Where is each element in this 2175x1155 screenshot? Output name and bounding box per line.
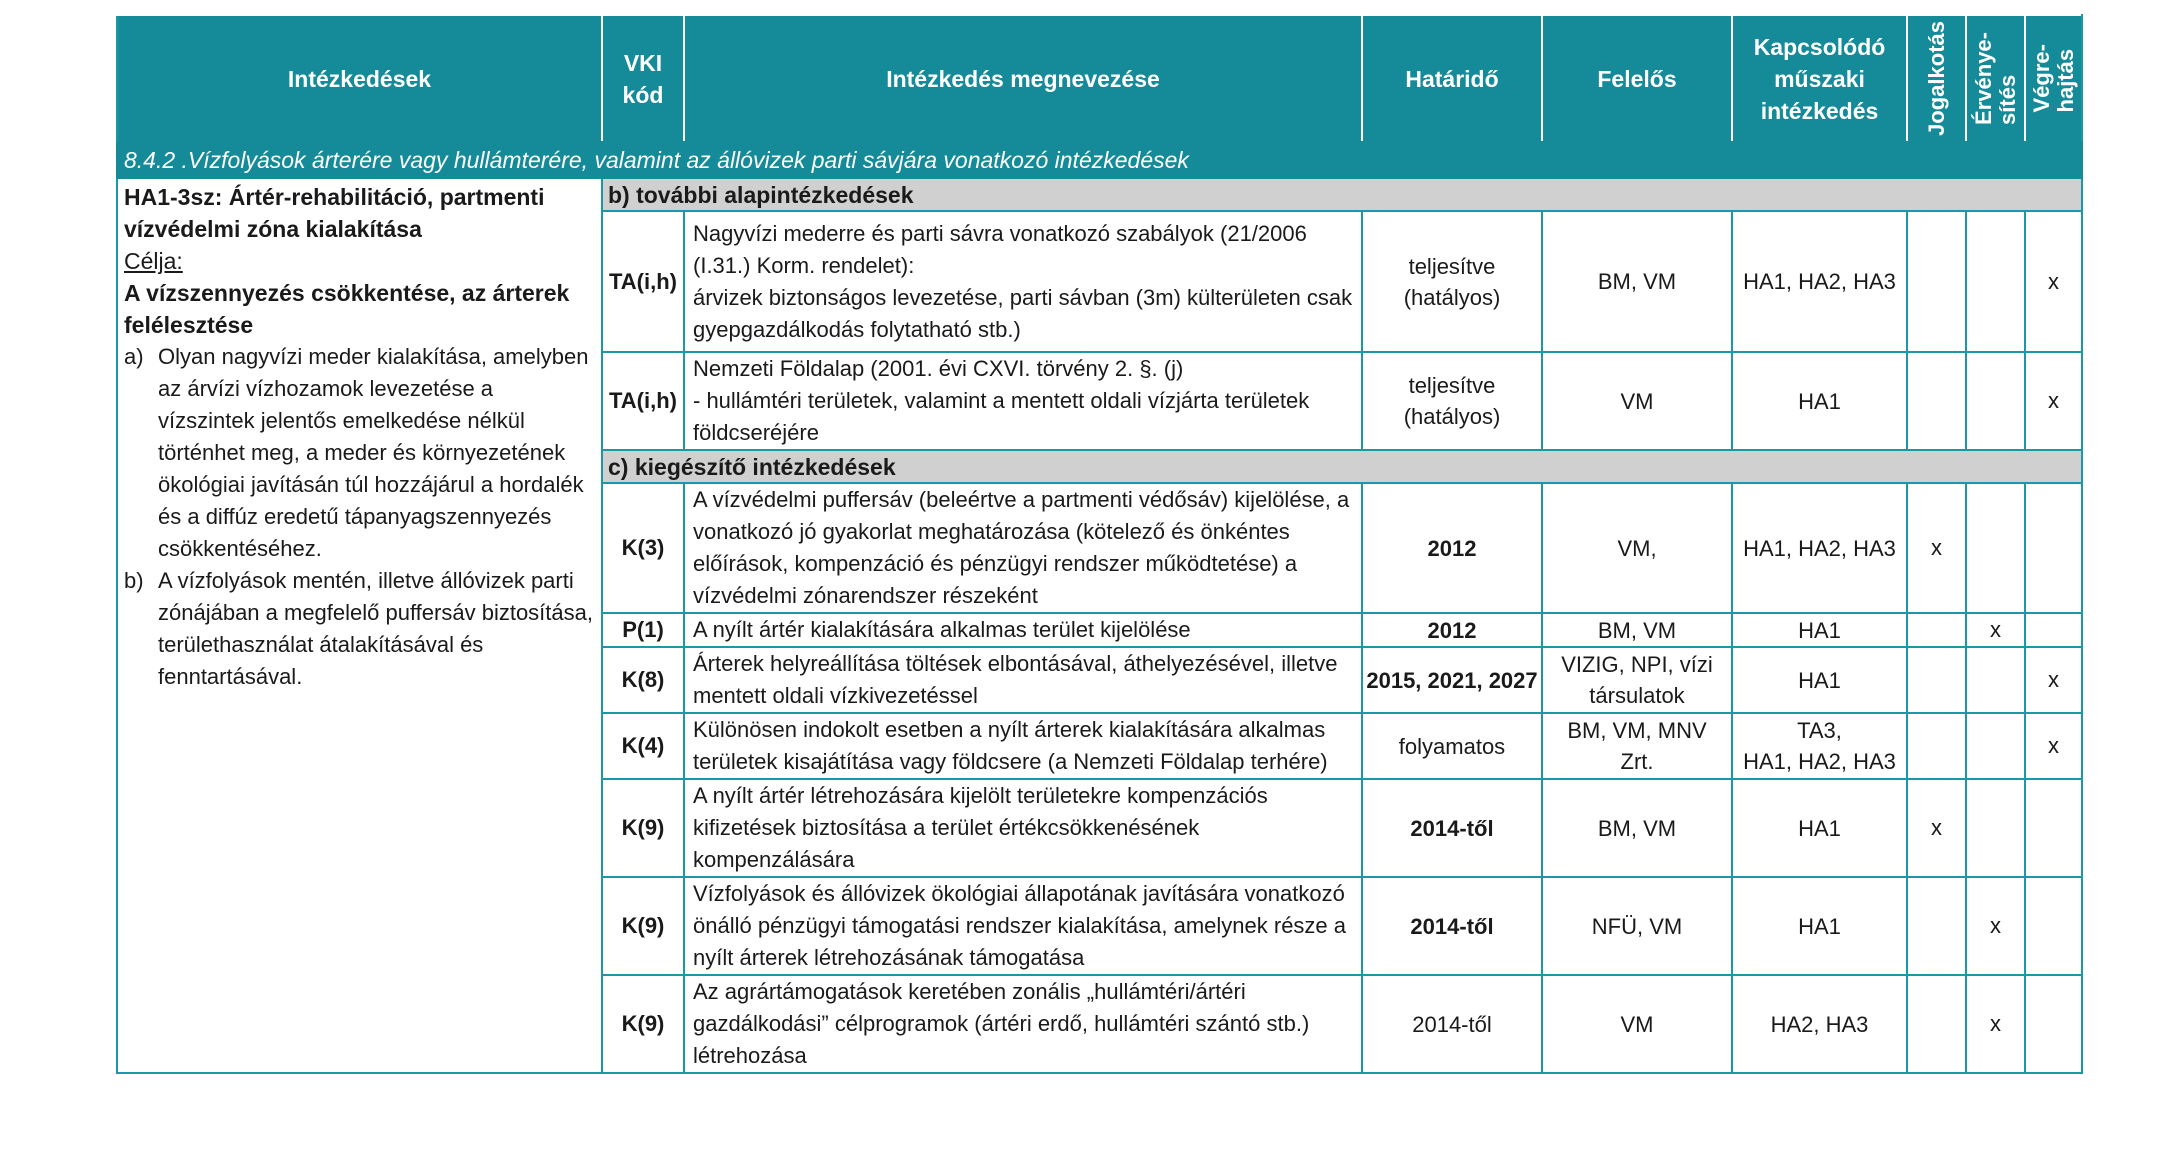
measure-name-cell: Különösen indokolt esetben a nyílt árterek kialakítására alkalmas területek kisajátítása vagy földcsere (a Nemzeti Földalap terhére) bbox=[684, 713, 1362, 779]
related-technical-primary: HA1 bbox=[1798, 388, 1841, 414]
vki-code-cell: K(9) bbox=[602, 779, 684, 877]
related-technical-cell bbox=[1732, 211, 1907, 352]
enforcement-mark: x bbox=[1966, 613, 2025, 647]
implementation-mark bbox=[2025, 975, 2082, 1073]
subhead-supplementary-measures: c) kiegészítő intézkedések bbox=[602, 450, 2082, 483]
section-title: 8.4.2 .Vízfolyások árterére vagy hullámterére, valamint az állóvizek parti sávjára vonatkozó intézkedések bbox=[117, 142, 2082, 178]
col-header-implementation bbox=[2025, 15, 2082, 142]
related-technical-cell bbox=[1732, 877, 1907, 975]
responsible-cell: NFÜ, VM bbox=[1542, 877, 1732, 975]
responsible-cell: BM, VM, MNV Zrt. bbox=[1542, 713, 1732, 779]
related-technical-primary: HA1 bbox=[1798, 913, 1841, 939]
deadline-cell: 2014-től bbox=[1362, 877, 1542, 975]
enforcement-mark bbox=[1966, 779, 2025, 877]
col-header-implementation-text: Végre- hajtás bbox=[2028, 44, 2078, 113]
enforcement-mark bbox=[1966, 352, 2025, 450]
implementation-mark: x bbox=[2025, 713, 2082, 779]
legislation-mark bbox=[1907, 613, 1966, 647]
col-header-deadline: Határidő bbox=[1362, 15, 1542, 142]
goal-label: Célja: bbox=[124, 248, 183, 274]
col-header-responsible: Felelős bbox=[1542, 15, 1732, 142]
header-row bbox=[117, 15, 2082, 142]
measure-name-cell: Nemzeti Földalap (2001. évi CXVI. törvény 2. §. (j) - hullámtéri területek, valamint a mentett oldali vízjárta területek földcseréjére bbox=[684, 352, 1362, 450]
deadline-cell: 2012 bbox=[1362, 613, 1542, 647]
related-technical-primary: HA1 bbox=[1798, 667, 1841, 693]
measure-name-cell: Nagyvízi mederre és parti sávra vonatkozó szabályok (21/2006 (I.31.) Korm. rendelet): árvizek biztonságos levezetése, parti sávban (3m) külterületen csak gyepgazdálkodás folytatható stb.) bbox=[684, 211, 1362, 352]
goal-item-b-text: A vízfolyások mentén, illetve állóvizek parti zónájában a megfelelő puffersáv biztosítása, területhasználat átalakításával és fenntartásával. bbox=[158, 568, 593, 689]
goal-item-a-text: Olyan nagyvízi meder kialakítása, amelyben az árvízi vízhozamok levezetése a vízszintek jelentős emelkedése nélkül történhet meg, a meder és környezetének ökológiai javításán túl hozzájárul a hordalék és a diffúz eredetű tápanyagszennyezés csökkentéséhez. bbox=[158, 344, 589, 561]
vki-code-cell: K(9) bbox=[602, 975, 684, 1073]
legislation-mark bbox=[1907, 352, 1966, 450]
deadline-cell: 2014-től bbox=[1362, 975, 1542, 1073]
legislation-mark: x bbox=[1907, 779, 1966, 877]
col-header-measure-name: Intézkedés megnevezése bbox=[684, 15, 1362, 142]
responsible-cell: VM bbox=[1542, 975, 1732, 1073]
legislation-mark bbox=[1907, 975, 1966, 1073]
vki-code-cell: K(9) bbox=[602, 877, 684, 975]
deadline-cell: folyamatos bbox=[1362, 713, 1542, 779]
related-technical-primary: HA1 bbox=[1798, 617, 1841, 643]
subhead-basic-measures: b) további alapintézkedések bbox=[602, 178, 2082, 211]
col-header-enforcement-text: Érvénye- sítés bbox=[1970, 32, 2020, 125]
measure-description-cell bbox=[117, 178, 602, 1073]
measure-name-cell: A nyílt ártér kialakítására alkalmas terület kijelölése bbox=[684, 613, 1362, 647]
related-technical-cell bbox=[1732, 779, 1907, 877]
implementation-mark bbox=[2025, 483, 2082, 613]
related-technical-primary: HA1, HA2, HA3 bbox=[1743, 269, 1896, 294]
related-technical-cell bbox=[1732, 352, 1907, 450]
legislation-mark: x bbox=[1907, 483, 1966, 613]
vki-code-cell: K(3) bbox=[602, 483, 684, 613]
measure-title: HA1-3sz: Ártér-rehabilitáció, partmenti vízvédelmi zóna kialakítása bbox=[124, 184, 545, 242]
related-technical-cell bbox=[1732, 483, 1907, 613]
related-technical-primary: HA1, HA2, HA3 bbox=[1743, 535, 1896, 561]
legislation-mark bbox=[1907, 647, 1966, 713]
enforcement-mark: x bbox=[1966, 975, 2025, 1073]
col-header-legislation bbox=[1907, 15, 1966, 142]
implementation-mark: x bbox=[2025, 211, 2082, 352]
enforcement-mark bbox=[1966, 713, 2025, 779]
vki-code-cell: TA(i,h) bbox=[602, 211, 684, 352]
measures-table bbox=[116, 14, 2083, 1074]
enforcement-mark bbox=[1966, 211, 2025, 352]
related-technical-cell bbox=[1732, 975, 1907, 1073]
subhead-row-b bbox=[117, 178, 2082, 211]
related-technical-primary: HA1 bbox=[1798, 815, 1841, 841]
deadline-cell: 2014-től bbox=[1362, 779, 1542, 877]
measure-name-cell: Vízfolyások és állóvizek ökológiai állapotának javítására vonatkozó önálló pénzügyi támogatási rendszer kialakítása, amelynek része a nyílt árterek létrehozásának támogatása bbox=[684, 877, 1362, 975]
enforcement-mark: x bbox=[1966, 877, 2025, 975]
legislation-mark bbox=[1907, 211, 1966, 352]
vki-code-cell: TA(i,h) bbox=[602, 352, 684, 450]
vki-code-cell: K(8) bbox=[602, 647, 684, 713]
implementation-mark bbox=[2025, 613, 2082, 647]
col-header-measures: Intézkedések bbox=[117, 15, 602, 142]
legislation-mark bbox=[1907, 877, 1966, 975]
deadline-cell: 2015, 2021, 2027 bbox=[1362, 647, 1542, 713]
related-technical-cell bbox=[1732, 647, 1907, 713]
related-technical-primary: TA3, bbox=[1797, 718, 1842, 743]
goal-item-a-label: a) bbox=[124, 344, 144, 369]
goal-item-a bbox=[124, 341, 595, 565]
related-technical-cell bbox=[1732, 713, 1907, 779]
goal-text: A vízszennyezés csökkentése, az árterek felélesztése bbox=[124, 280, 570, 338]
related-technical-primary: HA2, HA3 bbox=[1770, 1011, 1869, 1037]
measure-name-cell: Árterek helyreállítása töltések elbontásával, áthelyezésével, illetve mentett oldali vízkivezetéssel bbox=[684, 647, 1362, 713]
related-technical-cell bbox=[1732, 613, 1907, 647]
responsible-cell: BM, VM bbox=[1542, 211, 1732, 352]
col-header-enforcement bbox=[1966, 15, 2025, 142]
implementation-mark: x bbox=[2025, 647, 2082, 713]
implementation-mark: x bbox=[2025, 352, 2082, 450]
enforcement-mark bbox=[1966, 647, 2025, 713]
deadline-cell: teljesítve (hatályos) bbox=[1362, 352, 1542, 450]
deadline-cell: teljesítve (hatályos) bbox=[1362, 211, 1542, 352]
section-title-row bbox=[117, 142, 2082, 178]
enforcement-mark bbox=[1966, 483, 2025, 613]
responsible-cell: BM, VM bbox=[1542, 779, 1732, 877]
col-header-legislation-text: Jogalkotás bbox=[1923, 21, 1949, 136]
responsible-cell: VM, bbox=[1542, 483, 1732, 613]
measure-name-cell: A nyílt ártér létrehozására kijelölt területekre kompenzációs kifizetések biztosítása a terület értékcsökkenésének kompenzálására bbox=[684, 779, 1362, 877]
responsible-cell: BM, VM bbox=[1542, 613, 1732, 647]
vki-code-cell: K(4) bbox=[602, 713, 684, 779]
deadline-cell: 2012 bbox=[1362, 483, 1542, 613]
responsible-cell: VM bbox=[1542, 352, 1732, 450]
responsible-cell: VIZIG, NPI, vízi társulatok bbox=[1542, 647, 1732, 713]
implementation-mark bbox=[2025, 779, 2082, 877]
goal-item-b bbox=[124, 565, 595, 693]
goal-item-b-label: b) bbox=[124, 568, 144, 593]
implementation-mark bbox=[2025, 877, 2082, 975]
measure-name-cell: Az agrártámogatások keretében zonális „hullámtéri/ártéri gazdálkodási” célprogramok (ártéri erdő, hullámtéri szántó stb.) létrehozása bbox=[684, 975, 1362, 1073]
col-header-vki-code: VKI kód bbox=[602, 15, 684, 142]
col-header-related-technical: Kapcsolódó műszaki intézkedés bbox=[1732, 15, 1907, 142]
related-technical-secondary: HA1, HA2, HA3 bbox=[1743, 749, 1896, 774]
vki-code-cell: P(1) bbox=[602, 613, 684, 647]
legislation-mark bbox=[1907, 713, 1966, 779]
measure-name-cell: A vízvédelmi puffersáv (beleértve a partmenti védősáv) kijelölése, a vonatkozó jó gyakorlat meghatározása (kötelező és önkéntes előírások, kompenzáció és pénzügyi rendszer működtetése) a vízvédelmi zónarendszer részeként bbox=[684, 483, 1362, 613]
